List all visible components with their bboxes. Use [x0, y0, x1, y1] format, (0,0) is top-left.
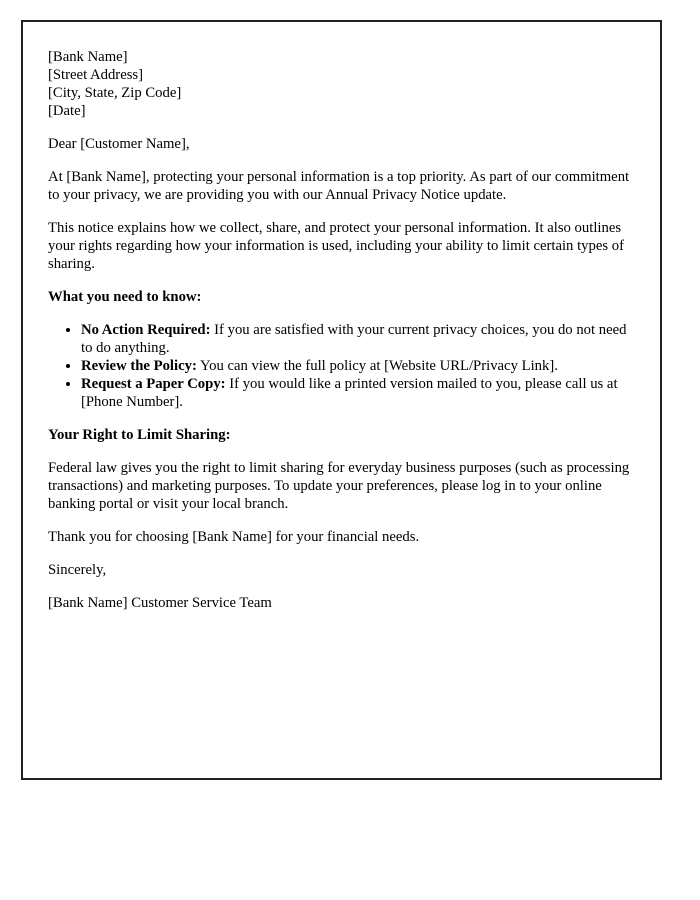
header-street-address: [Street Address] [48, 67, 144, 83]
bullet-request-paper-copy [81, 375, 636, 411]
paragraph-federal-law: Federal law gives you the right to limit sharing for everyday business purposes (such as processing transactions) and marketing purposes. To update your preferences, please log in to your online banking portal or visit your local branch. [48, 460, 630, 512]
paragraph-notice-explains: This notice explains how we collect, share, and protect your personal information. It also outlines your rights regarding how your information is used, including your ability to limit certain types of sharing. [48, 220, 624, 272]
bullet-text: If you would like a printed version mailed to you, please call us at [Phone Number]. [81, 376, 618, 410]
bullet-text: If you are satisfied with your current privacy choices, you do not need to do anything. [81, 322, 627, 356]
bullet-no-action-required [81, 321, 636, 357]
letter-page [21, 20, 662, 780]
paragraph-intro: At [Bank Name], protecting your personal information is a top priority. As part of our commitment to your privacy, we are providing you with our Annual Privacy Notice update. [48, 169, 630, 203]
section-heading-right-to-limit-sharing: Your Right to Limit Sharing: [48, 427, 231, 443]
signoff: Sincerely, [48, 562, 107, 578]
header-bank-name: [Bank Name] [48, 49, 128, 65]
header-date: [Date] [48, 103, 86, 119]
signature-line: [Bank Name] Customer Service Team [48, 595, 272, 611]
paragraph-thank-you: Thank you for choosing [Bank Name] for your financial needs. [48, 529, 420, 545]
salutation: Dear [Customer Name], [48, 136, 190, 152]
signature-block [48, 561, 636, 612]
bullet-text: You can view the full policy at [Website URL/Privacy Link]. [199, 358, 558, 374]
section-heading-what-you-need-to-know: What you need to know: [48, 289, 202, 305]
bullet-label: Request a Paper Copy: [81, 376, 226, 392]
bullet-label: Review the Policy: [81, 358, 197, 374]
header-city-state-zip: [City, State, Zip Code] [48, 85, 182, 101]
bullet-label: No Action Required: [81, 322, 211, 338]
bullet-review-the-policy [81, 357, 636, 375]
letter-header-block [48, 48, 636, 120]
know-bullet-list [48, 321, 636, 411]
